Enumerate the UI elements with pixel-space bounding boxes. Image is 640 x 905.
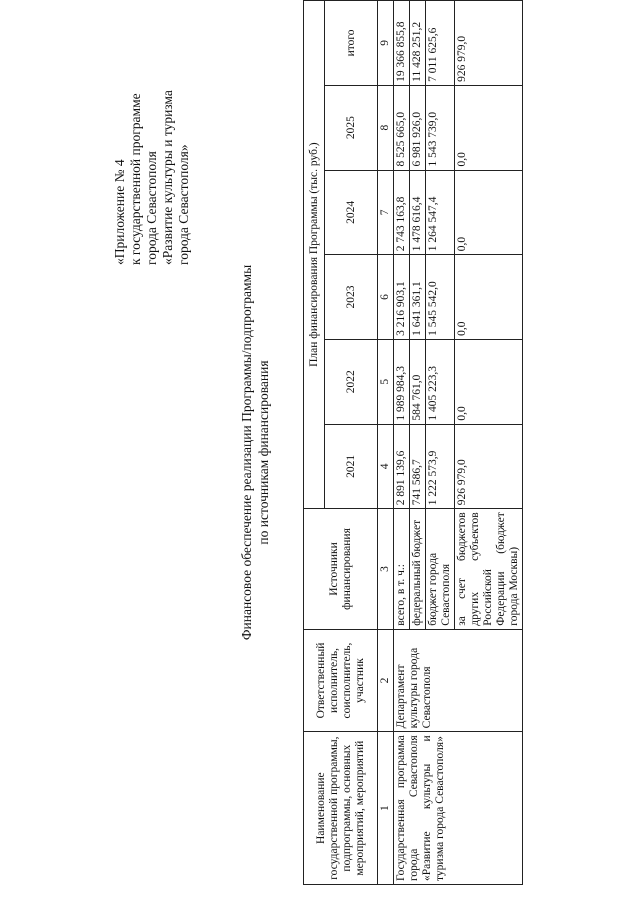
column-number: 7 <box>378 170 394 255</box>
financing-table <box>303 0 523 885</box>
value-cell: 1 989 984,3 <box>394 339 410 424</box>
value-cell: 1 545 542,0 <box>426 255 455 340</box>
column-number: 6 <box>378 255 394 340</box>
header-year: 2022 <box>325 339 378 424</box>
value-cell: 8 525 665,0 <box>394 85 410 170</box>
value-cell: 3 216 903,1 <box>394 255 410 340</box>
column-number-row <box>378 1 394 885</box>
source-cell: федеральный бюджет <box>410 509 426 629</box>
appendix-line: города Севастополя <box>144 151 159 265</box>
value-cell: 2 891 139,6 <box>394 424 410 509</box>
document-title <box>238 0 272 905</box>
appendix-line: города Севастополя» <box>176 144 191 265</box>
value-cell: 11 428 251,2 <box>410 1 426 86</box>
appendix-line: «Развитие культуры и туризма <box>160 90 175 265</box>
program-name-cell: Государственная программа города Севастополя «Развитие культуры и туризма города Севастополя» <box>394 732 523 885</box>
value-cell: 926 979,0 <box>455 1 523 86</box>
appendix-line: к государственной программе <box>128 93 143 265</box>
header-year: 2025 <box>325 85 378 170</box>
value-cell: 1 405 223,3 <box>426 339 455 424</box>
value-cell: 926 979,0 <box>455 424 523 509</box>
value-cell: 1 478 616,4 <box>410 170 426 255</box>
value-cell: 1 222 573,9 <box>426 424 455 509</box>
value-cell: 0,0 <box>455 170 523 255</box>
header-executor: Ответственный исполнитель, соисполнитель, участник <box>304 629 378 732</box>
value-cell: 1 264 547,4 <box>426 170 455 255</box>
appendix-line: «Приложение № 4 <box>112 159 127 265</box>
column-number: 5 <box>378 339 394 424</box>
value-cell: 7 011 625,6 <box>426 1 455 86</box>
column-number: 2 <box>378 629 394 732</box>
source-cell: за счет бюджетов других субъектов Российской Федерации (бюджет города Москвы) <box>455 509 523 629</box>
title-line-2: по источникам финансирования <box>256 360 271 545</box>
value-cell: 741 586,7 <box>410 424 426 509</box>
source-cell: бюджет города Севастополя <box>426 509 455 629</box>
header-plan: План финансирования Программы (тыс. руб.) <box>304 1 325 509</box>
appendix-note <box>112 5 192 265</box>
header-year: 2024 <box>325 170 378 255</box>
value-cell: 2 743 163,8 <box>394 170 410 255</box>
header-total: итого <box>325 1 378 86</box>
value-cell: 1 641 361,1 <box>410 255 426 340</box>
column-number: 9 <box>378 1 394 86</box>
value-cell: 6 981 926,0 <box>410 85 426 170</box>
header-name: Наименование государственной программы, подпрограммы, основных мероприятий, мероприятий <box>304 732 378 885</box>
header-source: Источники финансирования <box>304 509 378 629</box>
source-cell: всего, в т. ч.: <box>394 509 410 629</box>
title-line-1: Финансовое обеспечение реализации Программы/подпрограммы <box>239 264 254 641</box>
value-cell: 584 761,0 <box>410 339 426 424</box>
column-number: 1 <box>378 732 394 885</box>
header-year: 2023 <box>325 255 378 340</box>
column-number: 8 <box>378 85 394 170</box>
table-row <box>394 1 410 885</box>
column-number: 3 <box>378 509 394 629</box>
value-cell: 0,0 <box>455 85 523 170</box>
value-cell: 0,0 <box>455 255 523 340</box>
value-cell: 19 366 855,8 <box>394 1 410 86</box>
header-row <box>304 1 325 885</box>
value-cell: 1 543 739,0 <box>426 85 455 170</box>
column-number: 4 <box>378 424 394 509</box>
value-cell: 0,0 <box>455 339 523 424</box>
executor-cell: Департамент культуры города Севастополя <box>394 629 523 732</box>
header-year: 2021 <box>325 424 378 509</box>
